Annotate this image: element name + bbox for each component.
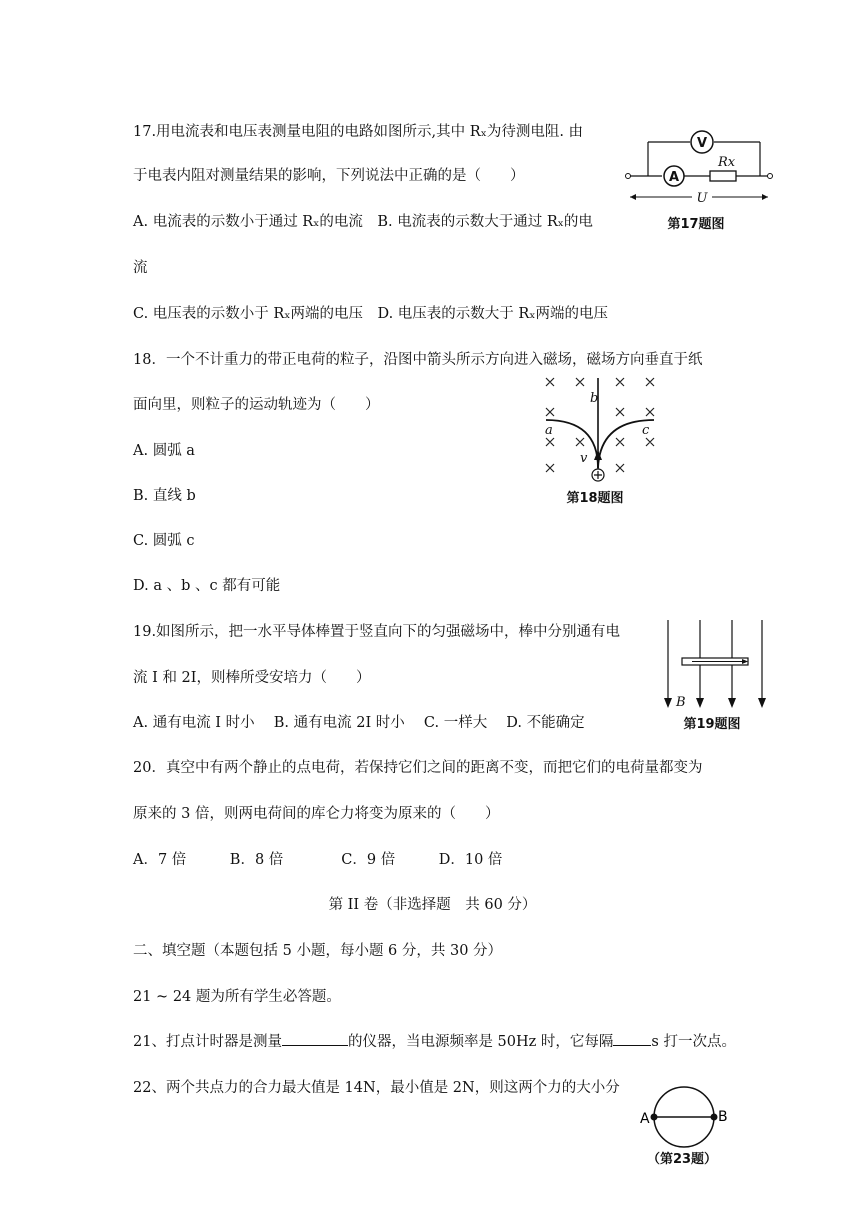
resistor-label: Rx: [718, 155, 736, 170]
q17-text-line1: 17.用电流表和电压表测量电阻的电路如图所示,其中 Rₓ为待测电阻. 由: [133, 124, 584, 140]
q20-text-line1: 20．真空中有两个静止的点电荷，若保持它们之间的距离不变，而把它们的电荷量都变为: [133, 760, 703, 776]
voltmeter-label: V: [696, 136, 708, 151]
point-A-label: A: [640, 1111, 650, 1127]
resistor-icon: [710, 171, 736, 181]
section-2-note: 21 ~ 24 题为所有学生必答题。: [133, 989, 341, 1005]
q21-blank-1[interactable]: [282, 1031, 348, 1046]
q17-text-line2: 于电表内阻对测量结果的影响，下列说法中正确的是（ ）: [133, 168, 525, 184]
q21-text: [133, 1030, 736, 1051]
q21-blank-2[interactable]: [613, 1031, 651, 1046]
velocity-label: v: [580, 451, 588, 466]
q23-figure-caption: （第23题）: [646, 1152, 718, 1167]
field-B-label: B: [676, 695, 686, 710]
q17-options-c-d: C. 电压表的示数小于 Rₓ两端的电压 D. 电压表的示数大于 Rₓ两端的电压: [133, 306, 608, 322]
q18-option-c: C. 圆弧 c: [133, 533, 195, 549]
q18-text-line2: 面向里，则粒子的运动轨迹为（ ）: [133, 397, 380, 413]
q17-figure-caption: 第17题图: [667, 217, 725, 232]
q19-text-line2: 流 I 和 2I，则棒所受安培力（ ）: [133, 670, 371, 686]
voltage-label: U: [696, 191, 708, 206]
q23-circle-figure: [632, 1083, 734, 1171]
section-2-title: 第 II 卷（非选择题 共 60 分）: [328, 897, 537, 913]
q21-part1: 21、打点计时器是测量: [133, 1034, 282, 1050]
section-2-heading: 二、填空题（本题包括 5 小题，每小题 6 分，共 30 分）: [133, 943, 503, 959]
q18-option-a: A. 圆弧 a: [133, 443, 195, 459]
q19-conductor-field-figure: [656, 618, 776, 736]
q18-option-d: D. a 、b 、c 都有可能: [133, 578, 281, 594]
q21-part2: 的仪器，当电源频率是 50Hz 时，它每隔: [347, 1034, 614, 1050]
line-b-label: b: [590, 391, 599, 406]
ammeter-label: A: [668, 170, 680, 185]
q19-options: A. 通有电流 I 时小 B. 通有电流 2I 时小 C. 一样大 D. 不能确定: [133, 715, 585, 731]
q21-part3: s 打一次点。: [651, 1034, 736, 1050]
q20-text-line2: 原来的 3 倍，则两电荷间的库仑力将变为原来的（ ）: [133, 806, 500, 822]
q20-options: A．7 倍 B．8 倍 C．9 倍 D．10 倍: [133, 852, 503, 868]
q18-text-line1: 18．一个不计重力的带正电荷的粒子，沿图中箭头所示方向进入磁场，磁场方向垂直于纸: [133, 352, 703, 368]
q18-option-b: B. 直线 b: [133, 488, 196, 504]
q19-text-line1: 19.如图所示，把一水平导体棒置于竖直向下的匀强磁场中，棒中分别通有电: [133, 624, 621, 640]
point-B-label: B: [718, 1109, 728, 1125]
q22-text-line1: 22、两个共点力的合力最大值是 14N，最小值是 2N，则这两个力的大小分: [133, 1080, 620, 1096]
q18-figure-caption: 第18题图: [566, 491, 624, 506]
q19-figure-caption: 第19题图: [683, 717, 741, 732]
q17-option-a-b: A. 电流表的示数小于通过 Rₓ的电流 B. 电流表的示数大于通过 Rₓ的电: [133, 214, 593, 230]
arc-a-label: a: [545, 423, 553, 438]
arc-c-label: c: [642, 423, 650, 438]
q17-option-b-cont: 流: [133, 260, 148, 276]
q17-circuit-figure: [618, 122, 778, 234]
q18-magnetic-field-figure: [540, 372, 670, 512]
